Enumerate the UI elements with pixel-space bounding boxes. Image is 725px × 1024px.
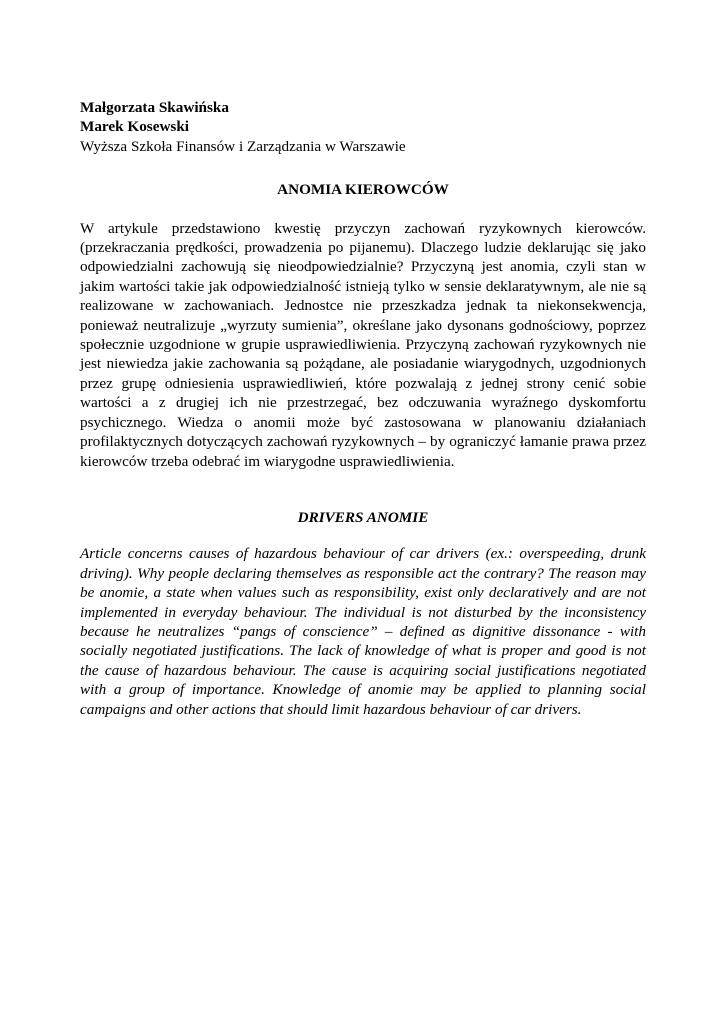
- author-affiliation: Wyższa Szkoła Finansów i Zarządzania w Warszawie: [80, 137, 406, 155]
- author-name-1: Małgorzata Skawińska: [80, 99, 229, 116]
- polish-abstract: W artykule przedstawiono kwestię przyczyn zachowań ryzykownych kierowców. (przekraczania prędkości, prowadzenia po pijanemu). Dlaczego ludzie deklarując się jako odpowiedzialni zachowują się nieodpowiedzialnie? Przyczyną jest anomia, czyli stan w jakim wartości takie jak odpowiedzialność istnieją tylko w sensie deklaratywnym, ale nie są realizowane w zachowaniach. Jednostce nie przeszkadza jednak ta niekonsekwencja, ponieważ neutralizuje „wyrzuty sumienia”, określane jako dysonans godnościowy, poprzez społecznie uzgodnione w grupie usprawiedliwienia. Przyczyną zachowań ryzykownych nie jest niewiedza jakie zachowania są pożądane, ale posiadanie wiarygodnych, uzgodnionych przez grupę odniesienia usprawiedliwień, które pozwalają z jednej strony cenić sobie wartości a z drugiej ich nie przestrzegać, bez odczuwania wyraźnego dyskomfortu psychicznego. Wiedza o anomii może być zastosowana w planowaniu działaniach profilaktycznych dotyczących zachowań ryzykownych – by ograniczyć łamanie prawa przez kierowców trzeba odebrać im wiarygodne usprawiedliwienia.: [80, 219, 646, 470]
- author-name-2: Marek Kosewski: [80, 118, 189, 136]
- author-block: [80, 98, 646, 156]
- document-page: [80, 98, 646, 719]
- english-abstract: Article concerns causes of hazardous behaviour of car drivers (ex.: overspeeding, drunk driving). Why people declaring themselves as responsible act the contrary? The reason may be anomie, a state when values such as responsibility, exist only declaratively and are not implemented in everyday behaviour. The individual is not disturbed by the inconsistency because he neutralizes “pangs of conscience” – defined as dignitive dissonance - with socially negotiated justifications. The lack of knowledge of what is proper and good is not the cause of hazardous behaviour. The cause is acquiring social justifications negotiated with a group of importance. Knowledge of anomie may be applied to planning social campaigns and other actions that should limit hazardous behaviour of car drivers.: [80, 545, 646, 718]
- english-title: DRIVERS ANOMIE: [297, 508, 429, 526]
- polish-title: ANOMIA KIEROWCÓW: [277, 181, 449, 199]
